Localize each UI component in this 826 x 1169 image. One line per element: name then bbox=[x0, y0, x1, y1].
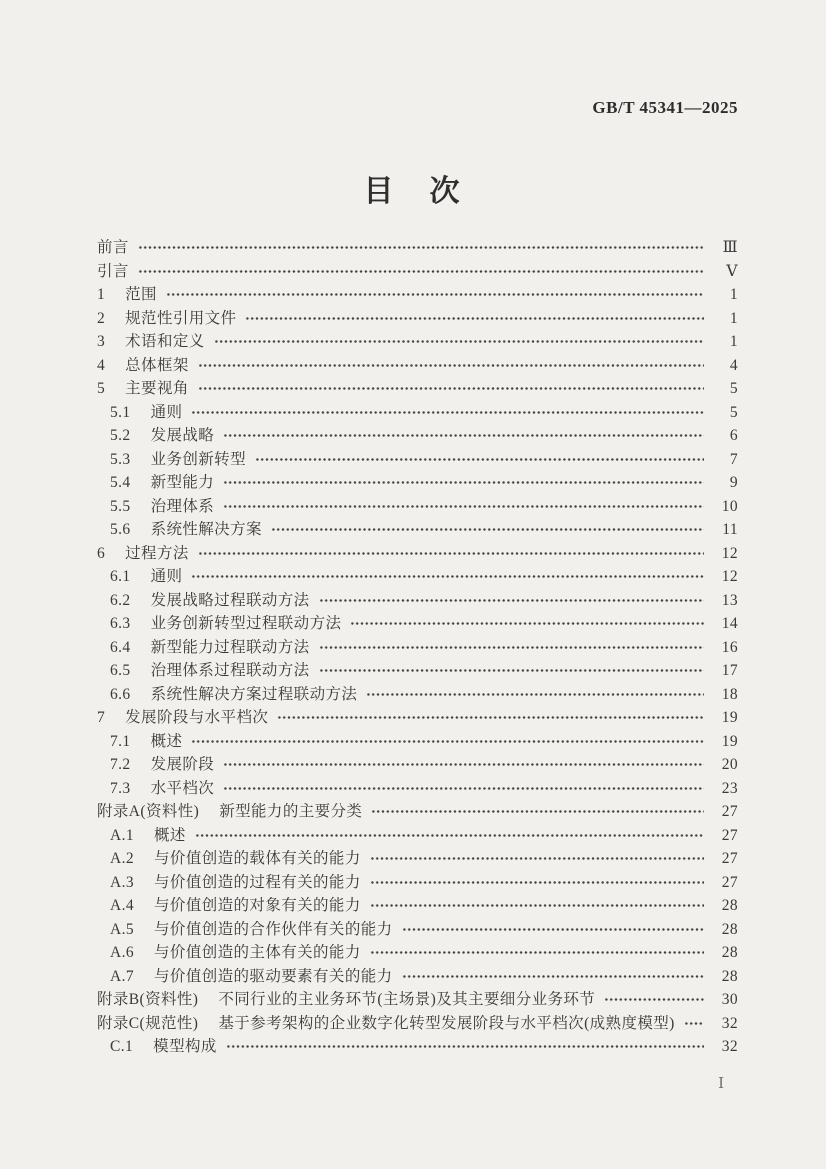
toc-entry-title: 与价值创造的过程有关的能力 bbox=[154, 873, 361, 891]
toc-entry-page: 17 bbox=[721, 662, 738, 679]
toc-entry[interactable] bbox=[97, 967, 738, 986]
footer-page-number: Ⅰ bbox=[718, 1076, 724, 1092]
toc-entry-title: 主要视角 bbox=[125, 380, 189, 397]
toc-entry-page: 5 bbox=[729, 403, 738, 421]
toc-leader-dots bbox=[191, 403, 704, 422]
toc-entry[interactable] bbox=[97, 262, 738, 281]
toc-entry-page: 27 bbox=[721, 873, 738, 891]
toc-leader-dots bbox=[223, 497, 704, 516]
toc-leader-dots bbox=[226, 1037, 704, 1056]
toc-entry-page: 4 bbox=[729, 356, 738, 374]
toc-entry-page: 28 bbox=[721, 944, 738, 961]
toc-leader-dots bbox=[370, 943, 704, 962]
toc-entry-title: 与价值创造的合作伙伴有关的能力 bbox=[154, 920, 393, 938]
toc-entry-number: 附录A(资料性) bbox=[97, 803, 200, 820]
toc-leader-dots bbox=[223, 473, 704, 492]
toc-entry-title: 业务创新转型 bbox=[150, 450, 246, 468]
toc-entry-title: 与价值创造的驱动要素有关的能力 bbox=[154, 967, 393, 985]
toc-entry[interactable] bbox=[97, 732, 738, 751]
toc-leader-dots bbox=[371, 802, 704, 821]
toc-entry-number: 5 bbox=[97, 380, 106, 397]
toc-entry[interactable] bbox=[97, 285, 738, 304]
toc-entry-page: Ⅲ bbox=[722, 239, 738, 256]
toc-entry-page: 32 bbox=[721, 1014, 738, 1032]
toc-entry-title: 发展战略过程联动方法 bbox=[150, 591, 310, 609]
toc-entry-title: 发展阶段与水平档次 bbox=[125, 709, 269, 726]
toc-leader-dots bbox=[370, 873, 704, 892]
toc-entry-number: 附录C(规范性) bbox=[97, 1014, 199, 1032]
toc-entry-number: 6.3 bbox=[110, 615, 131, 632]
toc-entry-page: 1 bbox=[729, 309, 738, 327]
toc-leader-dots bbox=[198, 356, 704, 375]
toc-entry-page: 12 bbox=[721, 568, 738, 585]
toc-entry[interactable] bbox=[97, 1014, 738, 1033]
toc-entry-title: 范围 bbox=[125, 286, 157, 303]
toc-leader-dots bbox=[366, 685, 704, 704]
toc-entry-number: 5.5 bbox=[110, 497, 131, 515]
toc-leader-dots bbox=[214, 332, 704, 351]
toc-entry-title: 不同行业的主业务环节(主场景)及其主要细分业务环节 bbox=[218, 991, 596, 1008]
toc-leader-dots bbox=[277, 708, 704, 727]
toc-entry-page: 28 bbox=[721, 897, 738, 914]
toc-entry[interactable] bbox=[97, 497, 738, 516]
toc-entry-title: 模型构成 bbox=[153, 1038, 217, 1055]
toc-leader-dots bbox=[370, 896, 704, 915]
toc-entry-page: 28 bbox=[721, 920, 738, 938]
toc-entry-title: 治理体系过程联动方法 bbox=[150, 662, 310, 679]
toc-entry-title: 引言 bbox=[97, 262, 129, 280]
toc-entry-page: 19 bbox=[721, 732, 738, 750]
toc-entry-number: 6.4 bbox=[110, 638, 131, 656]
toc-entry[interactable] bbox=[97, 849, 738, 868]
toc-entry-number: A.1 bbox=[110, 826, 135, 844]
toc-entry-number: A.3 bbox=[110, 873, 135, 891]
toc-entry-page: 18 bbox=[721, 685, 738, 703]
toc-entry-title: 过程方法 bbox=[125, 544, 189, 562]
toc-entry-title: 规范性引用文件 bbox=[125, 309, 237, 327]
toc-entry-number: A.7 bbox=[110, 967, 135, 985]
toc-entry[interactable] bbox=[97, 591, 738, 610]
toc-entry-title: 与价值创造的主体有关的能力 bbox=[154, 944, 361, 961]
toc-entry-title: 基于参考架构的企业数字化转型发展阶段与水平档次(成熟度模型) bbox=[218, 1014, 675, 1032]
toc-leader-dots bbox=[684, 1014, 704, 1033]
toc-entry[interactable] bbox=[97, 426, 738, 445]
toc-leader-dots bbox=[319, 638, 704, 657]
toc-entry-number: 6.2 bbox=[110, 591, 131, 609]
toc-leader-dots bbox=[255, 450, 704, 469]
toc-entry-number: 7.1 bbox=[110, 732, 131, 750]
toc-entry[interactable] bbox=[97, 873, 738, 892]
toc-entry-title: 系统性解决方案过程联动方法 bbox=[150, 685, 358, 703]
toc-entry-number: 5.2 bbox=[110, 427, 131, 444]
toc-entry-number: 7 bbox=[97, 709, 106, 726]
toc-entry-title: 发展战略 bbox=[150, 427, 215, 444]
toc-entry[interactable] bbox=[97, 544, 738, 563]
toc-entry-page: 1 bbox=[729, 286, 738, 303]
toc-entry[interactable] bbox=[97, 309, 738, 328]
toc-entry-title: 术语和定义 bbox=[125, 333, 205, 350]
toc-entry[interactable] bbox=[97, 450, 738, 469]
toc-entry-page: 10 bbox=[721, 497, 738, 515]
toc-list bbox=[97, 238, 738, 1061]
toc-entry-number: 2 bbox=[97, 309, 106, 327]
toc-entry-title: 治理体系 bbox=[150, 497, 215, 515]
toc-entry[interactable] bbox=[97, 685, 738, 704]
toc-leader-dots bbox=[223, 426, 704, 445]
toc-entry-title: 水平档次 bbox=[150, 779, 215, 797]
toc-entry-page: 30 bbox=[721, 991, 738, 1008]
toc-entry[interactable] bbox=[97, 403, 738, 422]
toc-entry-number: 5.1 bbox=[110, 403, 131, 421]
toc-leader-dots bbox=[245, 309, 704, 328]
toc-entry-page: Ⅴ bbox=[726, 262, 738, 280]
toc-entry-number: 3 bbox=[97, 333, 106, 350]
toc-entry-page: 23 bbox=[721, 779, 738, 797]
toc-entry-title: 概述 bbox=[154, 826, 186, 844]
toc-leader-dots bbox=[223, 779, 704, 798]
toc-entry-number: A.4 bbox=[110, 897, 135, 914]
toc-page-title: 目 次 bbox=[363, 175, 463, 208]
toc-entry-number: 7.3 bbox=[110, 779, 131, 797]
toc-leader-dots bbox=[319, 591, 704, 610]
toc-leader-dots bbox=[191, 567, 704, 586]
toc-leader-dots bbox=[198, 379, 704, 398]
toc-leader-dots bbox=[195, 826, 704, 845]
toc-entry-number: A.5 bbox=[110, 920, 135, 938]
toc-entry-page: 9 bbox=[729, 474, 738, 491]
toc-entry-number: 7.2 bbox=[110, 756, 131, 773]
toc-leader-dots bbox=[166, 285, 704, 304]
toc-leader-dots bbox=[370, 849, 704, 868]
toc-entry-number: 4 bbox=[97, 356, 106, 374]
toc-entry-page: 6 bbox=[729, 427, 738, 444]
toc-entry-page: 1 bbox=[729, 333, 738, 350]
toc-leader-dots bbox=[402, 920, 704, 939]
toc-leader-dots bbox=[138, 238, 704, 257]
toc-entry[interactable] bbox=[97, 356, 738, 375]
toc-entry[interactable] bbox=[97, 567, 738, 586]
toc-entry[interactable] bbox=[97, 896, 738, 915]
toc-entry-title: 通则 bbox=[150, 403, 183, 421]
toc-leader-dots bbox=[271, 520, 704, 539]
toc-entry-number: 6.6 bbox=[110, 685, 131, 703]
toc-entry-page: 27 bbox=[721, 826, 738, 844]
toc-entry-page: 19 bbox=[721, 709, 738, 726]
toc-entry-title: 通则 bbox=[150, 568, 183, 585]
toc-entry-number: 6.1 bbox=[110, 568, 131, 585]
toc-entry-number: A.6 bbox=[110, 944, 135, 961]
toc-entry-number: 1 bbox=[97, 286, 106, 303]
toc-entry-number: C.1 bbox=[110, 1038, 134, 1055]
toc-entry[interactable] bbox=[97, 638, 738, 657]
toc-entry[interactable] bbox=[97, 802, 738, 821]
toc-entry[interactable] bbox=[97, 826, 738, 845]
toc-entry-number: A.2 bbox=[110, 850, 135, 867]
toc-entry[interactable] bbox=[97, 238, 738, 257]
toc-entry[interactable] bbox=[97, 1037, 738, 1056]
toc-entry-title: 前言 bbox=[97, 239, 129, 256]
toc-entry[interactable] bbox=[97, 755, 738, 774]
toc-leader-dots bbox=[604, 990, 704, 1009]
toc-leader-dots bbox=[198, 544, 704, 563]
standard-code: GB/T 45341—2025 bbox=[592, 98, 738, 117]
toc-entry-number: 5.4 bbox=[110, 474, 131, 491]
toc-entry[interactable] bbox=[97, 473, 738, 492]
toc-entry-page: 32 bbox=[721, 1038, 738, 1055]
toc-entry[interactable] bbox=[97, 520, 738, 539]
toc-entry-page: 16 bbox=[721, 638, 738, 656]
toc-entry-page: 13 bbox=[721, 591, 738, 609]
toc-leader-dots bbox=[138, 262, 704, 281]
toc-leader-dots bbox=[402, 967, 704, 986]
toc-entry-title: 新型能力过程联动方法 bbox=[150, 638, 310, 656]
toc-leader-dots bbox=[191, 732, 704, 751]
toc-entry-page: 12 bbox=[721, 544, 738, 562]
toc-entry-number: 6 bbox=[97, 544, 106, 562]
toc-leader-dots bbox=[223, 755, 704, 774]
toc-entry-page: 27 bbox=[721, 803, 738, 820]
toc-entry-page: 20 bbox=[721, 756, 738, 773]
toc-leader-dots bbox=[350, 614, 704, 633]
toc-entry-number: 6.5 bbox=[110, 662, 131, 679]
toc-entry-page: 5 bbox=[729, 380, 738, 397]
toc-entry[interactable] bbox=[97, 708, 738, 727]
toc-entry[interactable] bbox=[97, 920, 738, 939]
toc-entry[interactable] bbox=[97, 779, 738, 798]
toc-entry-title: 业务创新转型过程联动方法 bbox=[150, 615, 342, 632]
toc-entry-page: 28 bbox=[721, 967, 738, 985]
toc-entry-number: 附录B(资料性) bbox=[97, 991, 199, 1008]
toc-entry-title: 发展阶段 bbox=[150, 756, 215, 773]
toc-entry[interactable] bbox=[97, 943, 738, 962]
toc-entry[interactable] bbox=[97, 661, 738, 680]
toc-entry-number: 5.6 bbox=[110, 521, 131, 538]
toc-entry-title: 与价值创造的对象有关的能力 bbox=[154, 897, 361, 914]
toc-entry-page: 14 bbox=[721, 615, 738, 632]
toc-entry[interactable] bbox=[97, 614, 738, 633]
toc-leader-dots bbox=[319, 661, 704, 680]
toc-entry-page: 7 bbox=[729, 450, 738, 468]
toc-entry-title: 与价值创造的载体有关的能力 bbox=[154, 850, 361, 867]
toc-entry-title: 新型能力 bbox=[150, 474, 215, 491]
toc-entry[interactable] bbox=[97, 379, 738, 398]
toc-entry-title: 系统性解决方案 bbox=[150, 521, 262, 538]
toc-entry-page: 27 bbox=[721, 850, 738, 867]
toc-entry-number: 5.3 bbox=[110, 450, 131, 468]
toc-entry[interactable] bbox=[97, 332, 738, 351]
toc-entry[interactable] bbox=[97, 990, 738, 1009]
toc-entry-page: 11 bbox=[722, 521, 738, 538]
toc-entry-title: 新型能力的主要分类 bbox=[219, 803, 363, 820]
toc-entry-title: 概述 bbox=[150, 732, 183, 750]
toc-entry-title: 总体框架 bbox=[125, 356, 189, 374]
